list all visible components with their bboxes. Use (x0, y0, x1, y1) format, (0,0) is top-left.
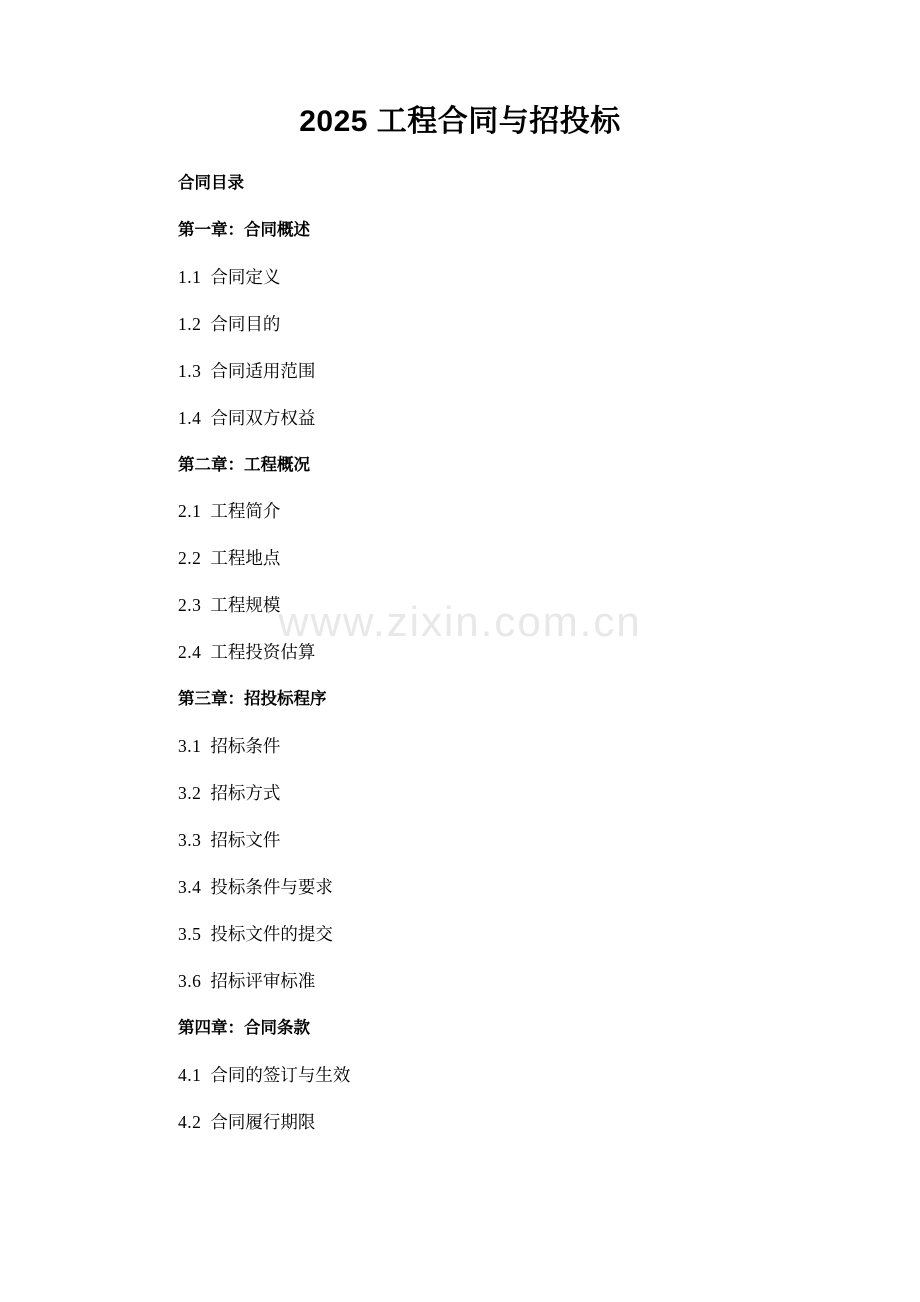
page-title: 2025 工程合同与招投标 (299, 105, 621, 138)
toc-entry-number: 2.4 (178, 642, 202, 663)
toc-chapter-heading[interactable]: 第二章：工程概况 (178, 455, 310, 474)
toc-entry-label: 合同双方权益 (210, 407, 316, 428)
toc-entry-label: 合同履行期限 (210, 1111, 316, 1132)
toc-entry[interactable] (178, 1065, 742, 1086)
toc-entry[interactable] (178, 1112, 742, 1133)
toc-entry-number: 4.1 (178, 1064, 202, 1085)
toc-heading: 合同目录 (178, 174, 244, 192)
toc-entry[interactable] (178, 361, 742, 382)
toc-entry-number: 3.4 (178, 877, 202, 898)
toc-entry-label: 合同的签订与生效 (210, 1064, 351, 1085)
toc-chapter-heading[interactable]: 第四章：合同条款 (178, 1019, 310, 1038)
toc-chapter-heading[interactable]: 第一章：合同概述 (178, 220, 310, 239)
toc-entry[interactable] (178, 783, 742, 804)
toc-entry[interactable] (178, 642, 742, 663)
toc-entry-number: 3.5 (178, 924, 202, 945)
toc-entry-label: 招标评审标准 (210, 971, 316, 992)
toc-entry[interactable] (178, 595, 742, 616)
toc-entry-number: 1.1 (178, 266, 202, 287)
toc-entry-label: 合同适用范围 (210, 360, 316, 381)
toc-entry-label: 工程投资估算 (210, 642, 316, 663)
toc-entry-number: 2.3 (178, 595, 202, 616)
toc-entry-number: 4.2 (178, 1111, 202, 1132)
watermark-text: www.zixin.com.cn (278, 598, 642, 645)
toc-entry-label: 投标条件与要求 (210, 877, 333, 898)
toc-entry-label: 招标条件 (210, 736, 281, 757)
toc-entry-number: 1.3 (178, 360, 202, 381)
toc-entry-number: 1.4 (178, 407, 202, 428)
toc-entry-label: 投标文件的提交 (210, 924, 333, 945)
toc-entry-label: 工程规模 (210, 595, 281, 616)
toc-entry-label: 合同目的 (210, 313, 281, 334)
toc-entry-label: 工程地点 (210, 548, 281, 569)
toc-entry-label: 招标文件 (210, 830, 281, 851)
toc-entry[interactable] (178, 971, 742, 992)
toc-entry-label: 工程简介 (210, 501, 281, 522)
toc-entry-number: 2.2 (178, 548, 202, 569)
toc-entry[interactable] (178, 877, 742, 898)
toc-entry-number: 1.2 (178, 313, 202, 334)
toc-entry-number: 3.6 (178, 971, 202, 992)
toc-body (178, 221, 742, 1133)
toc-entry-number: 3.1 (178, 736, 202, 757)
toc-entry[interactable] (178, 267, 742, 288)
toc-entry[interactable] (178, 924, 742, 945)
toc-entry[interactable] (178, 830, 742, 851)
toc-entry-number: 3.2 (178, 783, 202, 804)
toc-entry[interactable] (178, 314, 742, 335)
toc-entry[interactable] (178, 736, 742, 757)
toc-entry-label: 合同定义 (210, 266, 281, 287)
toc-entry[interactable] (178, 501, 742, 522)
toc-entry-label: 招标方式 (210, 783, 281, 804)
toc-entry[interactable] (178, 548, 742, 569)
toc-entry-number: 3.3 (178, 830, 202, 851)
toc-entry[interactable] (178, 408, 742, 429)
toc-entry-number: 2.1 (178, 501, 202, 522)
toc-chapter-heading[interactable]: 第三章：招投标程序 (178, 690, 327, 709)
